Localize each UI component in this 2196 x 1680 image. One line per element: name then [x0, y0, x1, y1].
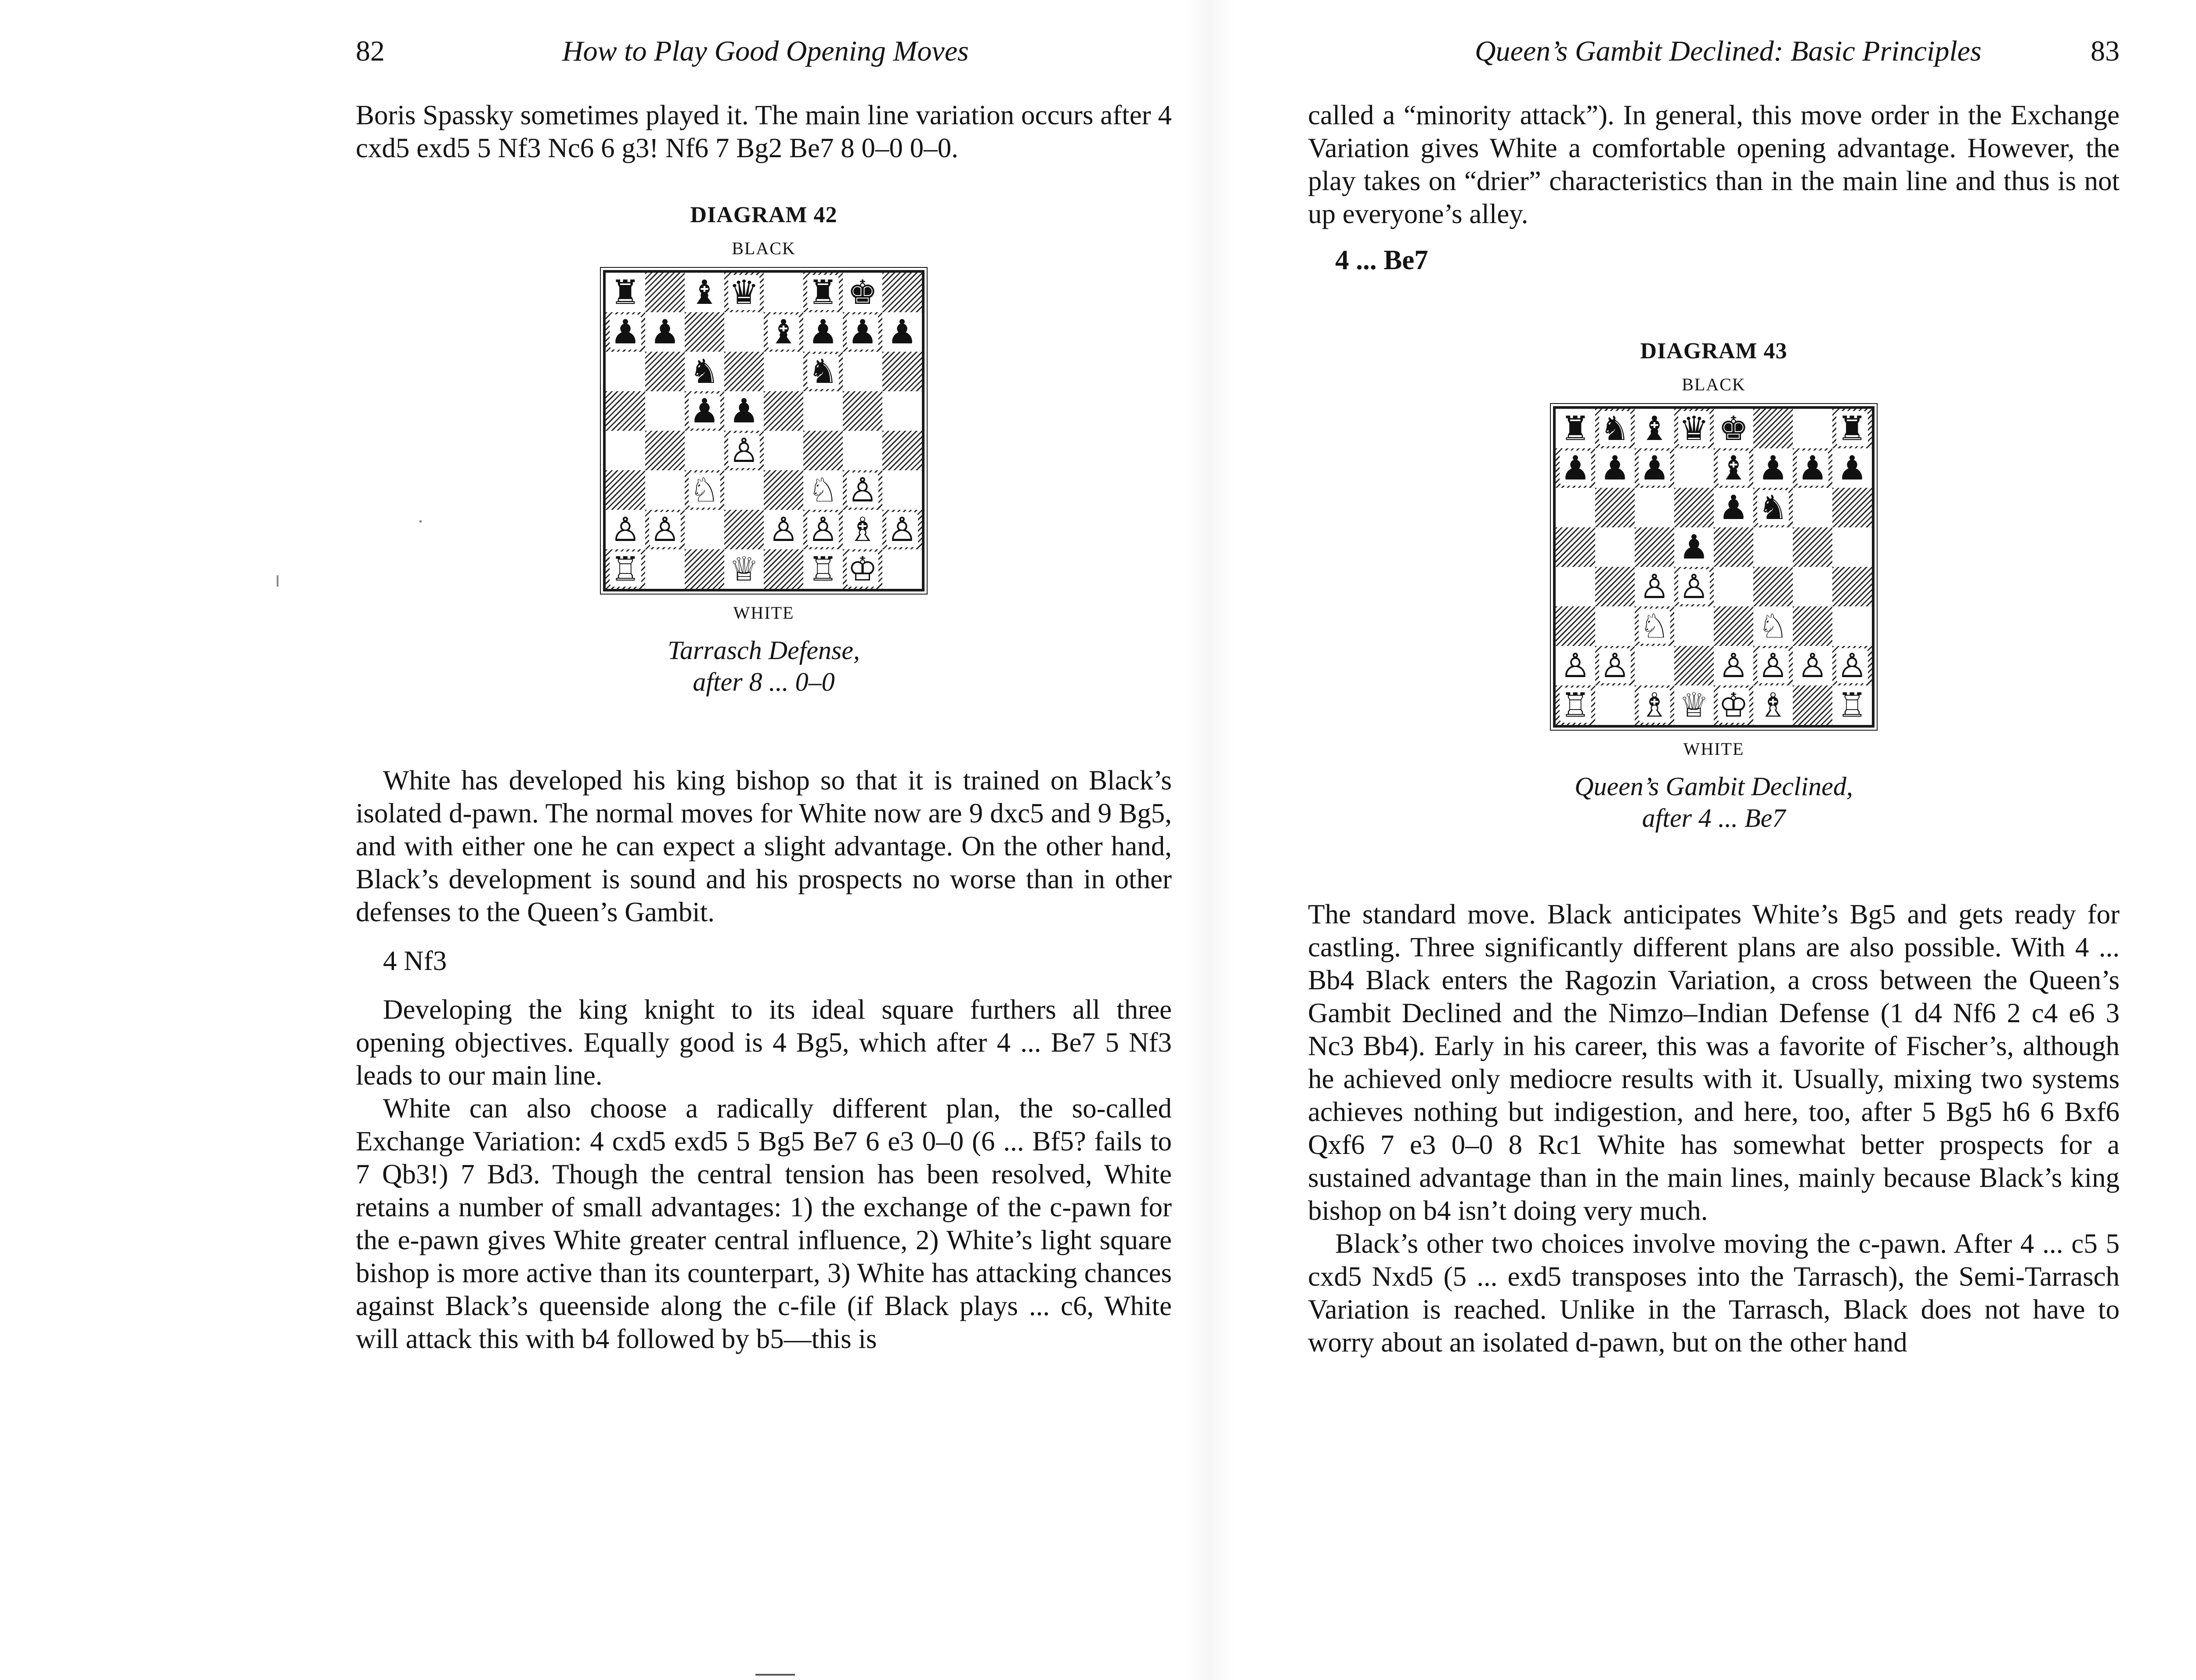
square-b5 — [1595, 527, 1635, 567]
black-pawn-icon: ♟ — [808, 312, 838, 351]
white-pawn-icon: ♙ — [1718, 646, 1749, 685]
white-rook-icon: ♖ — [610, 549, 641, 588]
white-knight-icon: ♘ — [1639, 606, 1670, 645]
square-d3 — [724, 470, 764, 510]
square-g6 — [1793, 488, 1832, 527]
square-c7 — [1635, 448, 1674, 488]
square-b5 — [645, 391, 685, 431]
white-pawn-icon: ♙ — [1639, 567, 1670, 606]
square-c8 — [685, 273, 724, 312]
square-e2 — [1714, 646, 1753, 685]
square-e2 — [764, 510, 803, 549]
square-b4 — [645, 431, 685, 470]
bottom-side-label: WHITE — [733, 603, 795, 623]
square-f6 — [1753, 488, 1793, 527]
page-number: 83 — [2091, 35, 2120, 67]
square-f5 — [1753, 527, 1793, 567]
caption-line: Tarrasch Defense, — [668, 636, 860, 665]
square-f5 — [803, 391, 843, 431]
move-heading: 4 ... Be7 — [1335, 245, 1428, 275]
left-page — [356, 0, 1172, 1680]
white-pawn-icon: ♙ — [768, 510, 799, 549]
diagram-42 — [356, 200, 1172, 698]
square-b4 — [1595, 567, 1635, 606]
black-rook-icon: ♜ — [610, 273, 641, 312]
square-a2 — [606, 510, 645, 549]
white-pawn-icon: ♙ — [1600, 646, 1630, 685]
square-f3 — [803, 470, 843, 510]
square-g2 — [843, 510, 882, 549]
black-rook-icon: ♜ — [1560, 409, 1591, 448]
square-f1 — [803, 549, 843, 589]
diagram-caption — [1308, 771, 2120, 834]
square-d1 — [724, 549, 764, 589]
black-pawn-icon: ♟ — [1837, 448, 1867, 487]
square-e5 — [1714, 527, 1753, 567]
square-e1 — [764, 549, 803, 589]
running-head — [1308, 32, 2120, 71]
square-f7 — [803, 312, 843, 352]
black-bishop-icon: ♝ — [768, 312, 799, 351]
intro-paragraph: Boris Spassky sometimes played it. The main line variation occurs after 4 cxd5 exd5 5 Nf3 Nc6 6 g3! Nf6 7 Bg2 Be7 8 0–0 0–0. — [356, 100, 1172, 163]
square-h3 — [882, 470, 922, 510]
page-number: 82 — [356, 35, 385, 67]
square-h3 — [1832, 606, 1872, 646]
square-e4 — [1714, 567, 1753, 606]
square-a4 — [606, 431, 645, 470]
right-page — [1308, 0, 2120, 1680]
black-rook-icon: ♜ — [1837, 409, 1867, 448]
square-b8 — [645, 273, 685, 312]
square-d8 — [724, 273, 764, 312]
square-d8 — [1674, 409, 1714, 448]
square-e6 — [764, 352, 803, 391]
square-c4 — [685, 431, 724, 470]
white-knight-icon: ♘ — [1758, 606, 1788, 645]
square-c3 — [1635, 606, 1674, 646]
intro-block — [356, 99, 1172, 165]
black-bishop-icon: ♝ — [1718, 448, 1749, 487]
square-e6 — [1714, 488, 1753, 527]
white-pawn-icon: ♙ — [1758, 646, 1788, 685]
square-g5 — [843, 391, 882, 431]
black-pawn-icon: ♟ — [847, 312, 878, 351]
square-h7 — [1832, 448, 1872, 488]
white-rook-icon: ♖ — [1837, 685, 1867, 725]
square-g1 — [1793, 685, 1832, 725]
square-c1 — [685, 549, 724, 589]
square-b7 — [1595, 448, 1635, 488]
square-f3 — [1753, 606, 1793, 646]
square-a8 — [606, 273, 645, 312]
square-f6 — [803, 352, 843, 391]
square-h8 — [882, 273, 922, 312]
caption-line: Queen’s Gambit Declined, — [1575, 772, 1853, 801]
square-a1 — [606, 549, 645, 589]
square-f2 — [803, 510, 843, 549]
white-pawn-icon: ♙ — [847, 470, 878, 509]
square-e1 — [1714, 685, 1753, 725]
square-d2 — [1674, 646, 1714, 685]
white-rook-icon: ♖ — [1560, 685, 1591, 725]
square-a7 — [606, 312, 645, 352]
square-a6 — [606, 352, 645, 391]
square-c5 — [685, 391, 724, 431]
black-pawn-icon: ♟ — [1560, 448, 1591, 487]
square-d5 — [1674, 527, 1714, 567]
white-knight-icon: ♘ — [689, 470, 720, 509]
square-g4 — [1793, 567, 1832, 606]
square-d6 — [724, 352, 764, 391]
square-g7 — [1793, 448, 1832, 488]
white-bishop-icon: ♗ — [1639, 685, 1670, 725]
caption-line: after 8 ... 0–0 — [693, 667, 835, 696]
square-g8 — [1793, 409, 1832, 448]
square-c2 — [685, 510, 724, 549]
square-g3 — [1793, 606, 1832, 646]
square-h5 — [882, 391, 922, 431]
black-pawn-icon: ♟ — [1639, 448, 1670, 487]
square-a8 — [1556, 409, 1595, 448]
square-e3 — [1714, 606, 1753, 646]
square-h6 — [1832, 488, 1872, 527]
square-b6 — [1595, 488, 1635, 527]
white-king-icon: ♔ — [847, 549, 878, 588]
square-a7 — [1556, 448, 1595, 488]
square-h2 — [1832, 646, 1872, 685]
square-g4 — [843, 431, 882, 470]
white-bishop-icon: ♗ — [847, 510, 878, 549]
scan-speck — [277, 575, 278, 587]
white-pawn-icon: ♙ — [808, 510, 838, 549]
square-c6 — [685, 352, 724, 391]
square-b1 — [1595, 685, 1635, 725]
paragraph: White can also choose a radically different plan, the so-called Exchange Variation: 4 cxd5 exd5 5 Bg5 Be7 6 e3 0–0 (6 ... Bf5? fails to 7 Qb3!) 7 Bd3. Though the central tension has been resolved, White retains a number of small advantages: 1) the exchange of the c-pawn for the e-pawn gives White greater central influence, 2) White’s light square bishop is more active than its counterpart, 3) White has attacking chances against Black’s queenside along the c-file (if Black plays ... c6, White will attack this with b4 followed by b5—this is — [356, 1093, 1172, 1354]
square-e4 — [764, 431, 803, 470]
square-f8 — [803, 273, 843, 312]
square-f4 — [1753, 567, 1793, 606]
square-c6 — [1635, 488, 1674, 527]
square-e7 — [764, 312, 803, 352]
square-b3 — [645, 470, 685, 510]
intro-block — [1308, 99, 2120, 277]
white-pawn-icon: ♙ — [1837, 646, 1867, 685]
white-knight-icon: ♘ — [808, 470, 838, 509]
square-f4 — [803, 431, 843, 470]
white-pawn-icon: ♙ — [610, 510, 641, 549]
square-g1 — [843, 549, 882, 589]
white-pawn-icon: ♙ — [1560, 646, 1591, 685]
running-head — [356, 32, 1172, 71]
square-b8 — [1595, 409, 1635, 448]
black-knight-icon: ♞ — [1600, 409, 1630, 448]
square-d7 — [724, 312, 764, 352]
paragraph: Black’s other two choices involve moving the c-pawn. After 4 ... c5 5 cxd5 Nxd5 (5 ... exd5 transposes into the Tarrasch), the Semi-Tarrasch Variation is reached. Unlike in the Tarrasch, Black does not have to worry about an isolated d-pawn, but on the other hand — [1308, 1228, 2120, 1358]
white-queen-icon: ♕ — [1679, 685, 1709, 725]
paragraph: Developing the king knight to its ideal square furthers all three opening objectives. Equally good is 4 Bg5, which after 4 ... Be7 5 Nf3 leads to our main line. — [356, 994, 1172, 1091]
black-knight-icon: ♞ — [1758, 488, 1788, 527]
square-a2 — [1556, 646, 1595, 685]
square-h2 — [882, 510, 922, 549]
body-text — [356, 764, 1172, 1356]
black-pawn-icon: ♟ — [650, 312, 680, 351]
black-bishop-icon: ♝ — [689, 273, 720, 312]
square-h4 — [1832, 567, 1872, 606]
black-king-icon: ♚ — [1718, 409, 1749, 448]
square-c3 — [685, 470, 724, 510]
white-queen-icon: ♕ — [729, 549, 759, 588]
square-b6 — [645, 352, 685, 391]
square-h7 — [882, 312, 922, 352]
square-d7 — [1674, 448, 1714, 488]
black-knight-icon: ♞ — [689, 352, 720, 391]
diagram-43 — [1308, 336, 2120, 834]
square-b7 — [645, 312, 685, 352]
black-rook-icon: ♜ — [808, 273, 838, 312]
square-g7 — [843, 312, 882, 352]
square-c5 — [1635, 527, 1674, 567]
diagram-caption — [356, 635, 1172, 698]
black-pawn-icon: ♟ — [729, 391, 759, 430]
square-f7 — [1753, 448, 1793, 488]
intro-paragraph: called a “minority attack”). In general, this move order in the Exchange Variation gives White a comfortable opening advantage. However, the play takes on “drier” characteristics than in the main line and thus is not up everyone’s alley. — [1308, 100, 2120, 229]
white-rook-icon: ♖ — [808, 549, 838, 588]
square-c7 — [685, 312, 724, 352]
black-pawn-icon: ♟ — [1679, 527, 1709, 566]
square-g8 — [843, 273, 882, 312]
black-knight-icon: ♞ — [808, 352, 838, 391]
square-e5 — [764, 391, 803, 431]
square-d5 — [724, 391, 764, 431]
black-pawn-icon: ♟ — [1797, 448, 1828, 487]
diagram-title: DIAGRAM 43 — [1640, 339, 1788, 364]
square-g5 — [1793, 527, 1832, 567]
square-b3 — [1595, 606, 1635, 646]
square-a3 — [1556, 606, 1595, 646]
square-d6 — [1674, 488, 1714, 527]
square-e8 — [764, 273, 803, 312]
square-h1 — [882, 549, 922, 589]
white-pawn-icon: ♙ — [1679, 567, 1709, 606]
square-d3 — [1674, 606, 1714, 646]
black-pawn-icon: ♟ — [689, 391, 720, 430]
black-queen-icon: ♛ — [729, 273, 759, 312]
square-f8 — [1753, 409, 1793, 448]
running-title: How to Play Good Opening Moves — [562, 35, 969, 67]
square-c2 — [1635, 646, 1674, 685]
square-c4 — [1635, 567, 1674, 606]
white-bishop-icon: ♗ — [1758, 685, 1788, 725]
top-side-label: BLACK — [732, 238, 796, 258]
square-g6 — [843, 352, 882, 391]
square-h1 — [1832, 685, 1872, 725]
square-h6 — [882, 352, 922, 391]
black-pawn-icon: ♟ — [1718, 488, 1749, 527]
square-h4 — [882, 431, 922, 470]
chess-board — [603, 270, 925, 591]
black-pawn-icon: ♟ — [887, 312, 917, 351]
square-c8 — [1635, 409, 1674, 448]
square-g2 — [1793, 646, 1832, 685]
paragraph: The standard move. Black anticipates White’s Bg5 and gets ready for castling. Three significantly different plans are also possible. With 4 ... Bb4 Black enters the Ragozin Variation, a cross between the Queen’s Gambit Declined and the Nimzo–Indian Defense (1 d4 Nf6 2 c4 e6 3 Nc3 Bb4). Early in his career, this was a favorite of Fischer’s, although he achieved only mediocre results with it. Usually, mixing two systems achieves nothing but indigestion, and here, too, after 5 Bg5 h6 6 Bxf6 Qxf6 7 e3 0–0 8 Rc1 White has somewhat better prospects for a sustained advantage than in the main lines, mainly because Black’s king bishop on b4 isn’t doing very much. — [1308, 899, 2120, 1226]
running-title: Queen’s Gambit Declined: Basic Principles — [1475, 35, 1982, 67]
square-f1 — [1753, 685, 1793, 725]
square-e3 — [764, 470, 803, 510]
move-heading: 4 Nf3 — [383, 945, 447, 976]
square-b2 — [645, 510, 685, 549]
diagram-title: DIAGRAM 42 — [690, 202, 838, 227]
square-d4 — [724, 431, 764, 470]
black-pawn-icon: ♟ — [610, 312, 641, 351]
square-e7 — [1714, 448, 1753, 488]
black-king-icon: ♚ — [847, 273, 878, 312]
square-b1 — [645, 549, 685, 589]
square-h8 — [1832, 409, 1872, 448]
square-a4 — [1556, 567, 1595, 606]
square-a5 — [606, 391, 645, 431]
square-g3 — [843, 470, 882, 510]
paragraph: White has developed his king bishop so that it is trained on Black’s isolated d-pawn. The normal moves for White now are 9 dxc5 and 9 Bg5, and with either one he can expect a slight advantage. On the other hand, Black’s development is sound and his prospects no worse than in other defenses to the Queen’s Gambit. — [356, 765, 1172, 927]
bottom-side-label: WHITE — [1683, 739, 1745, 759]
square-a5 — [1556, 527, 1595, 567]
white-pawn-icon: ♙ — [650, 510, 680, 549]
black-bishop-icon: ♝ — [1639, 409, 1670, 448]
gutter-shadow — [1186, 0, 1234, 1680]
square-b2 — [1595, 646, 1635, 685]
white-pawn-icon: ♙ — [1797, 646, 1828, 685]
white-pawn-icon: ♙ — [887, 510, 917, 549]
square-h5 — [1832, 527, 1872, 567]
body-text — [1308, 898, 2120, 1359]
square-a6 — [1556, 488, 1595, 527]
square-a3 — [606, 470, 645, 510]
square-d2 — [724, 510, 764, 549]
white-pawn-icon: ♙ — [729, 431, 759, 470]
square-d4 — [1674, 567, 1714, 606]
square-f2 — [1753, 646, 1793, 685]
square-a1 — [1556, 685, 1595, 725]
square-c1 — [1635, 685, 1674, 725]
black-pawn-icon: ♟ — [1758, 448, 1788, 487]
caption-line: after 4 ... Be7 — [1642, 804, 1786, 833]
white-king-icon: ♔ — [1718, 685, 1749, 725]
chess-board — [1553, 406, 1875, 728]
top-side-label: BLACK — [1682, 375, 1746, 394]
black-queen-icon: ♛ — [1679, 409, 1709, 448]
black-pawn-icon: ♟ — [1600, 448, 1630, 487]
square-d1 — [1674, 685, 1714, 725]
square-e8 — [1714, 409, 1753, 448]
